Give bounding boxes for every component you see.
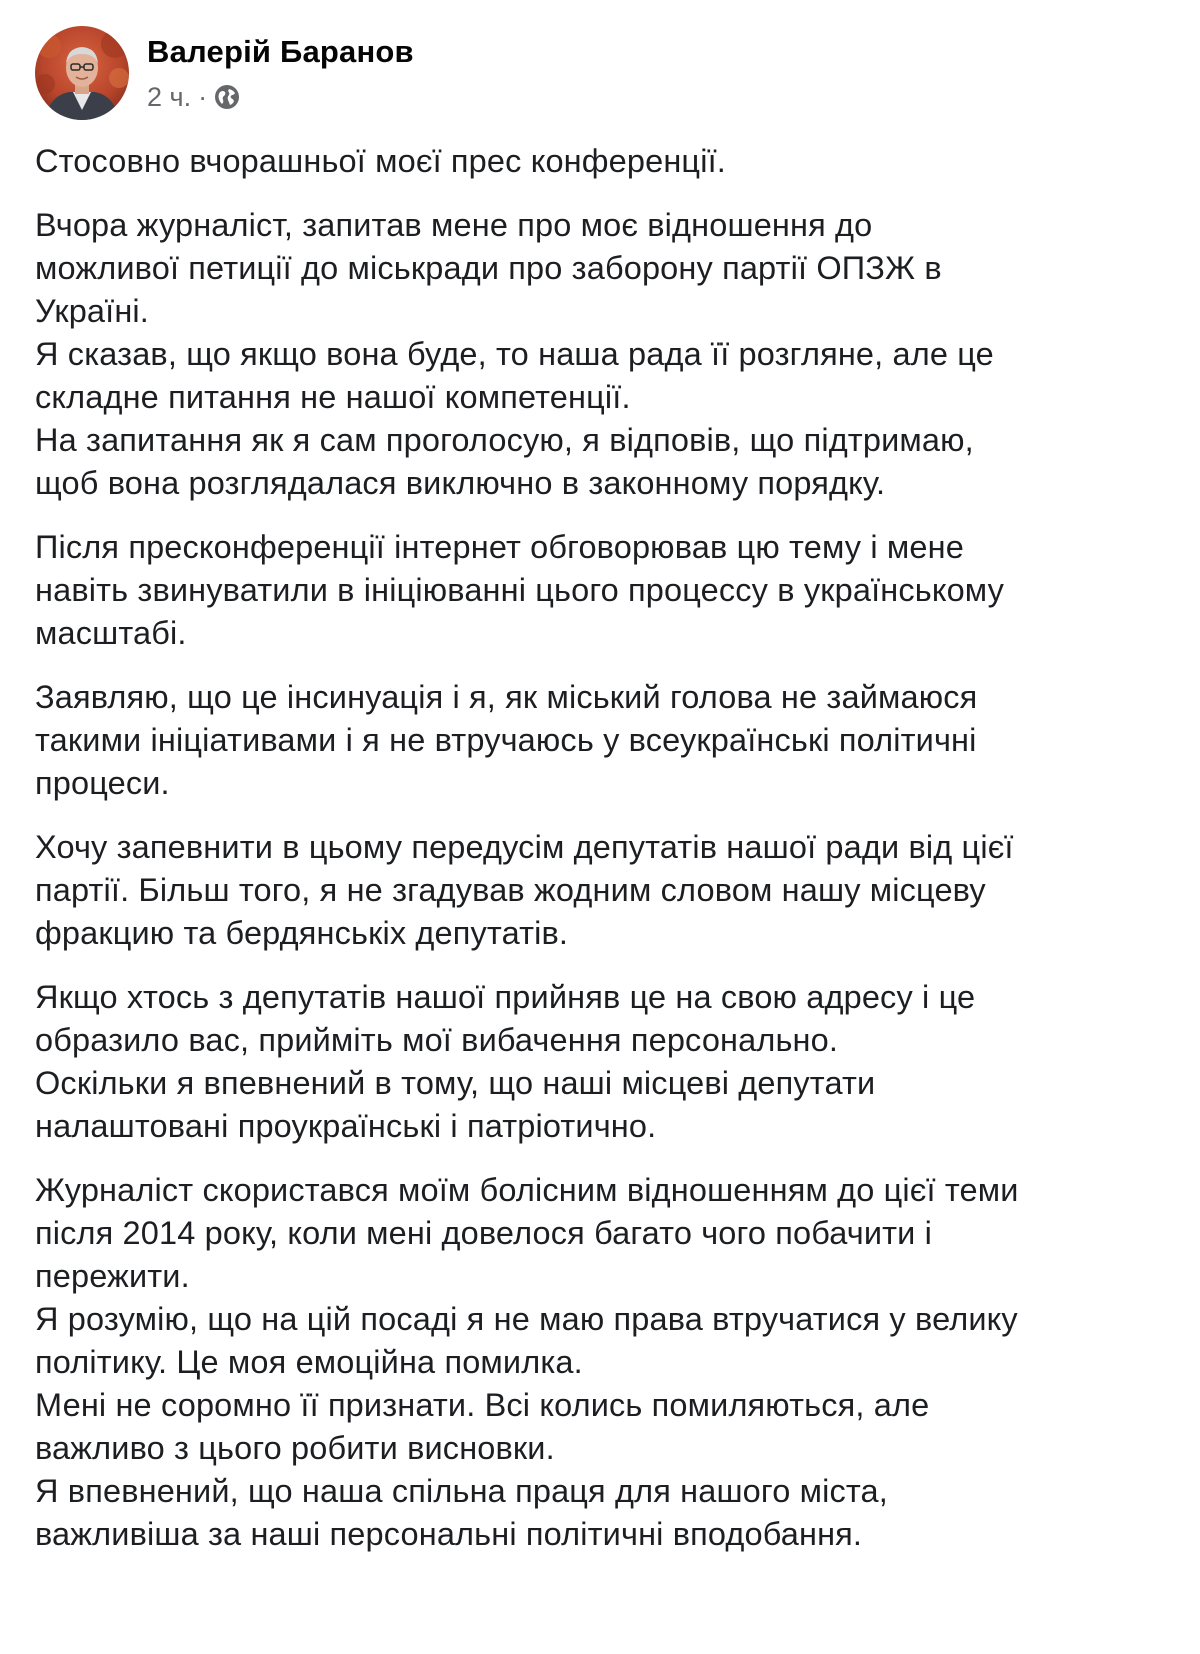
post-meta: [147, 33, 414, 113]
post-paragraph: Вчора журналіст, запитав мене про моє відношення до можливої петиції до міськради про заборону партії ОПЗЖ в Україні. Я сказав, що якщо вона буде, то наша рада її розгляне, але це складне питання не нашої компетенції. На запитання як я сам проголосую, я відповів, що підтримаю, щоб вона розглядалася виключно в законному порядку.: [35, 207, 994, 501]
author-name[interactable]: Валерій Баранов: [147, 34, 414, 69]
post-paragraph: Журналіст скористався моїм болісним відношенням до цієї теми після 2014 року, коли мені довелося багато чого побачити і пережити. Я розумію, що на цій посаді я не маю права втручатися у велику політику. Це моя емоційна помилка. Мені не соромно її признати. Всі колись помиляються, але важливо з цього робити висновки. Я впевнений, що наша спільна праця для нашого міста, важливіша за наші персональні політичні вподобання.: [35, 1172, 1019, 1552]
meta-separator: ·: [198, 82, 208, 112]
post-paragraph: Якщо хтось з депутатів нашої прийняв це на свою адресу і це образило вас, прийміть мої вибачення персонально. Оскільки я впевнений в тому, що наші місцеві депутати налаштовані проукраїнські і патріотично.: [35, 979, 976, 1144]
globe-icon[interactable]: [214, 84, 240, 110]
avatar[interactable]: [35, 26, 129, 120]
post-paragraph: Стосовно вчорашньої моєї прес конференції.: [35, 143, 726, 179]
avatar-image: [35, 26, 129, 120]
post-header: [35, 24, 1170, 122]
post-timestamp[interactable]: 2 ч.: [147, 82, 192, 112]
post-paragraph: Заявляю, що це інсинуація і я, як міський голова не займаюся такими ініціативами і я не втручаюсь у всеукраїнські політичні процеси.: [35, 679, 978, 801]
post-body: [35, 140, 1170, 1556]
post-paragraph: Хочу запевнити в цьому передусім депутатів нашої ради від цієї партії. Більш того, я не згадував жодним словом нашу місцеву фракцию та бердянськіх депутатів.: [35, 829, 1014, 951]
post-paragraph: Після пресконференції інтернет обговорював цю тему і мене навіть звинуватили в ініціюванні цього процессу в українському масштабі.: [35, 529, 1005, 651]
post-meta-row: [147, 81, 414, 113]
